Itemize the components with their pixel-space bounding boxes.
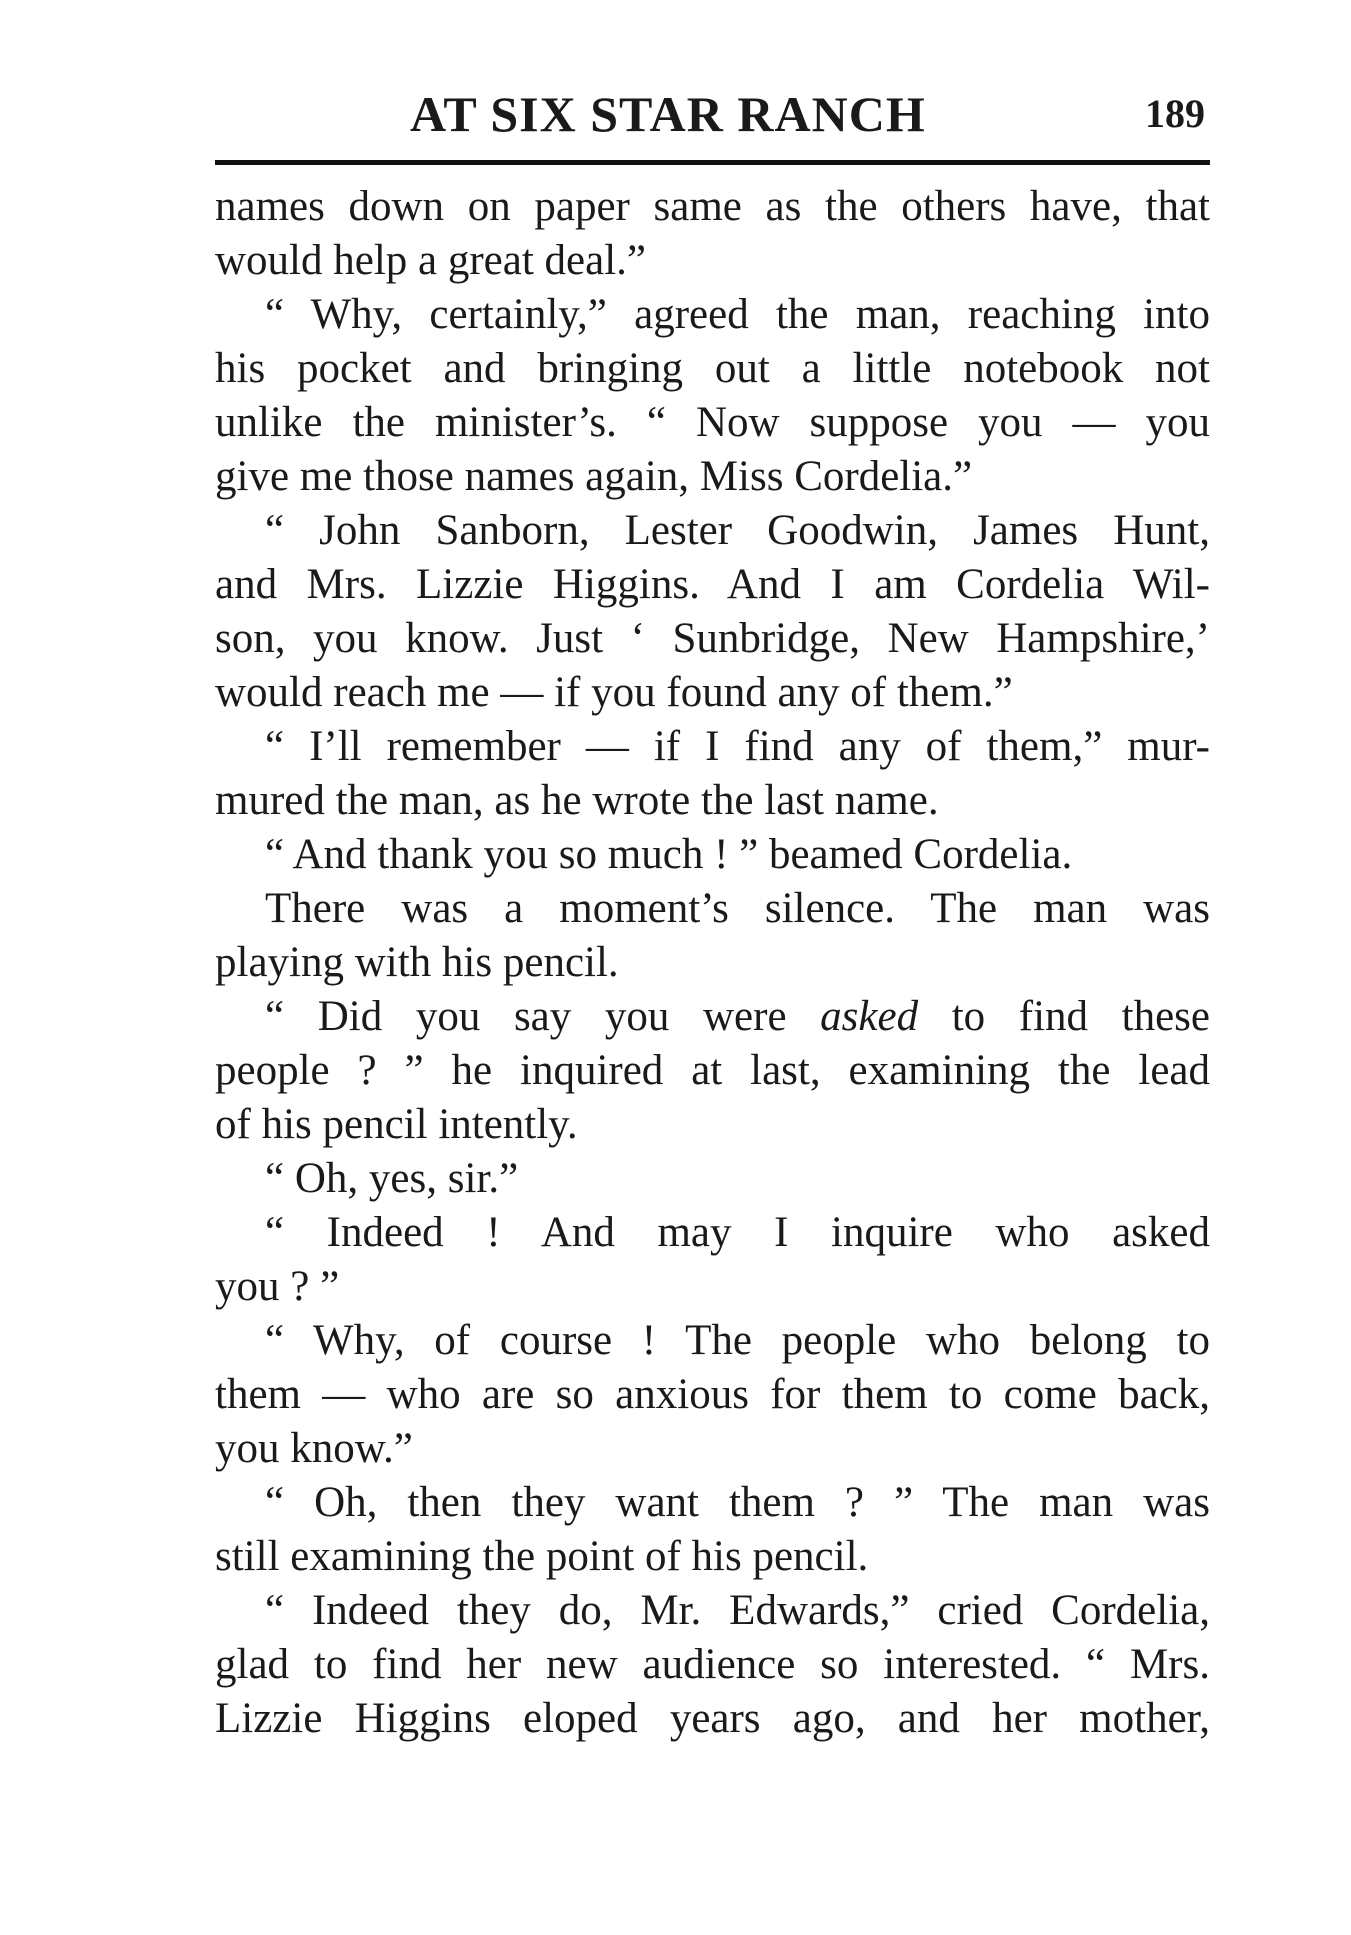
text-line: would reach me — if you found any of them.” [215, 669, 1013, 716]
body-text [215, 180, 1210, 1746]
text-line: them — who are so anxious for them to come back, [215, 1371, 1210, 1418]
text-line: mured the man, as he wrote the last name. [215, 777, 939, 824]
text-line: give me those names again, Miss Cordelia.” [215, 453, 973, 500]
text-segment: to find these [918, 993, 1210, 1040]
text-line: glad to find her new audience so interested. “ Mrs. [215, 1641, 1210, 1688]
text-line: “ Why, certainly,” agreed the man, reaching into [265, 291, 1210, 338]
text-line: still examining the point of his pencil. [215, 1533, 869, 1580]
page-header [215, 78, 1215, 150]
page-number: 189 [1145, 91, 1205, 136]
text-line: and Mrs. Lizzie Higgins. And I am Cordelia Wil- [215, 561, 1210, 608]
text-line: his pocket and bringing out a little notebook not [215, 345, 1210, 392]
emphasized-word: asked [820, 993, 919, 1040]
text-line: of his pencil intently. [215, 1101, 578, 1148]
text-line: Lizzie Higgins eloped years ago, and her mother, [215, 1695, 1210, 1742]
header-rule [215, 160, 1210, 165]
text-line: you know.” [215, 1425, 413, 1472]
text-line: “ Why, of course ! The people who belong to [265, 1317, 1210, 1364]
text-line: “ John Sanborn, Lester Goodwin, James Hunt, [265, 507, 1210, 554]
text-line: son, you know. Just ‘ Sunbridge, New Hampshire,’ [215, 615, 1210, 662]
text-line: There was a moment’s silence. The man was [265, 885, 1210, 932]
running-title: AT SIX STAR RANCH [410, 86, 926, 142]
text-line: would help a great deal.” [215, 237, 647, 284]
text-line: “ Indeed ! And may I inquire who asked [265, 1209, 1210, 1256]
text-line: “ Oh, yes, sir.” [265, 1155, 519, 1202]
text-line: “ Indeed they do, Mr. Edwards,” cried Cordelia, [265, 1587, 1210, 1634]
text-line: you ? ” [215, 1263, 340, 1310]
text-line: people ? ” he inquired at last, examining the lead [215, 1047, 1210, 1094]
text-line: “ Oh, then they want them ? ” The man was [265, 1479, 1210, 1526]
text-line: “ I’ll remember — if I find any of them,” mur- [265, 723, 1210, 770]
text-line: “ And thank you so much ! ” beamed Cordelia. [265, 831, 1073, 878]
text-line: unlike the minister’s. “ Now suppose you — you [215, 399, 1210, 446]
text-line: names down on paper same as the others have, that [215, 183, 1210, 230]
text-segment: “ Did you say you were [265, 993, 821, 1040]
text-line [215, 990, 1210, 1044]
text-line: playing with his pencil. [215, 939, 619, 986]
